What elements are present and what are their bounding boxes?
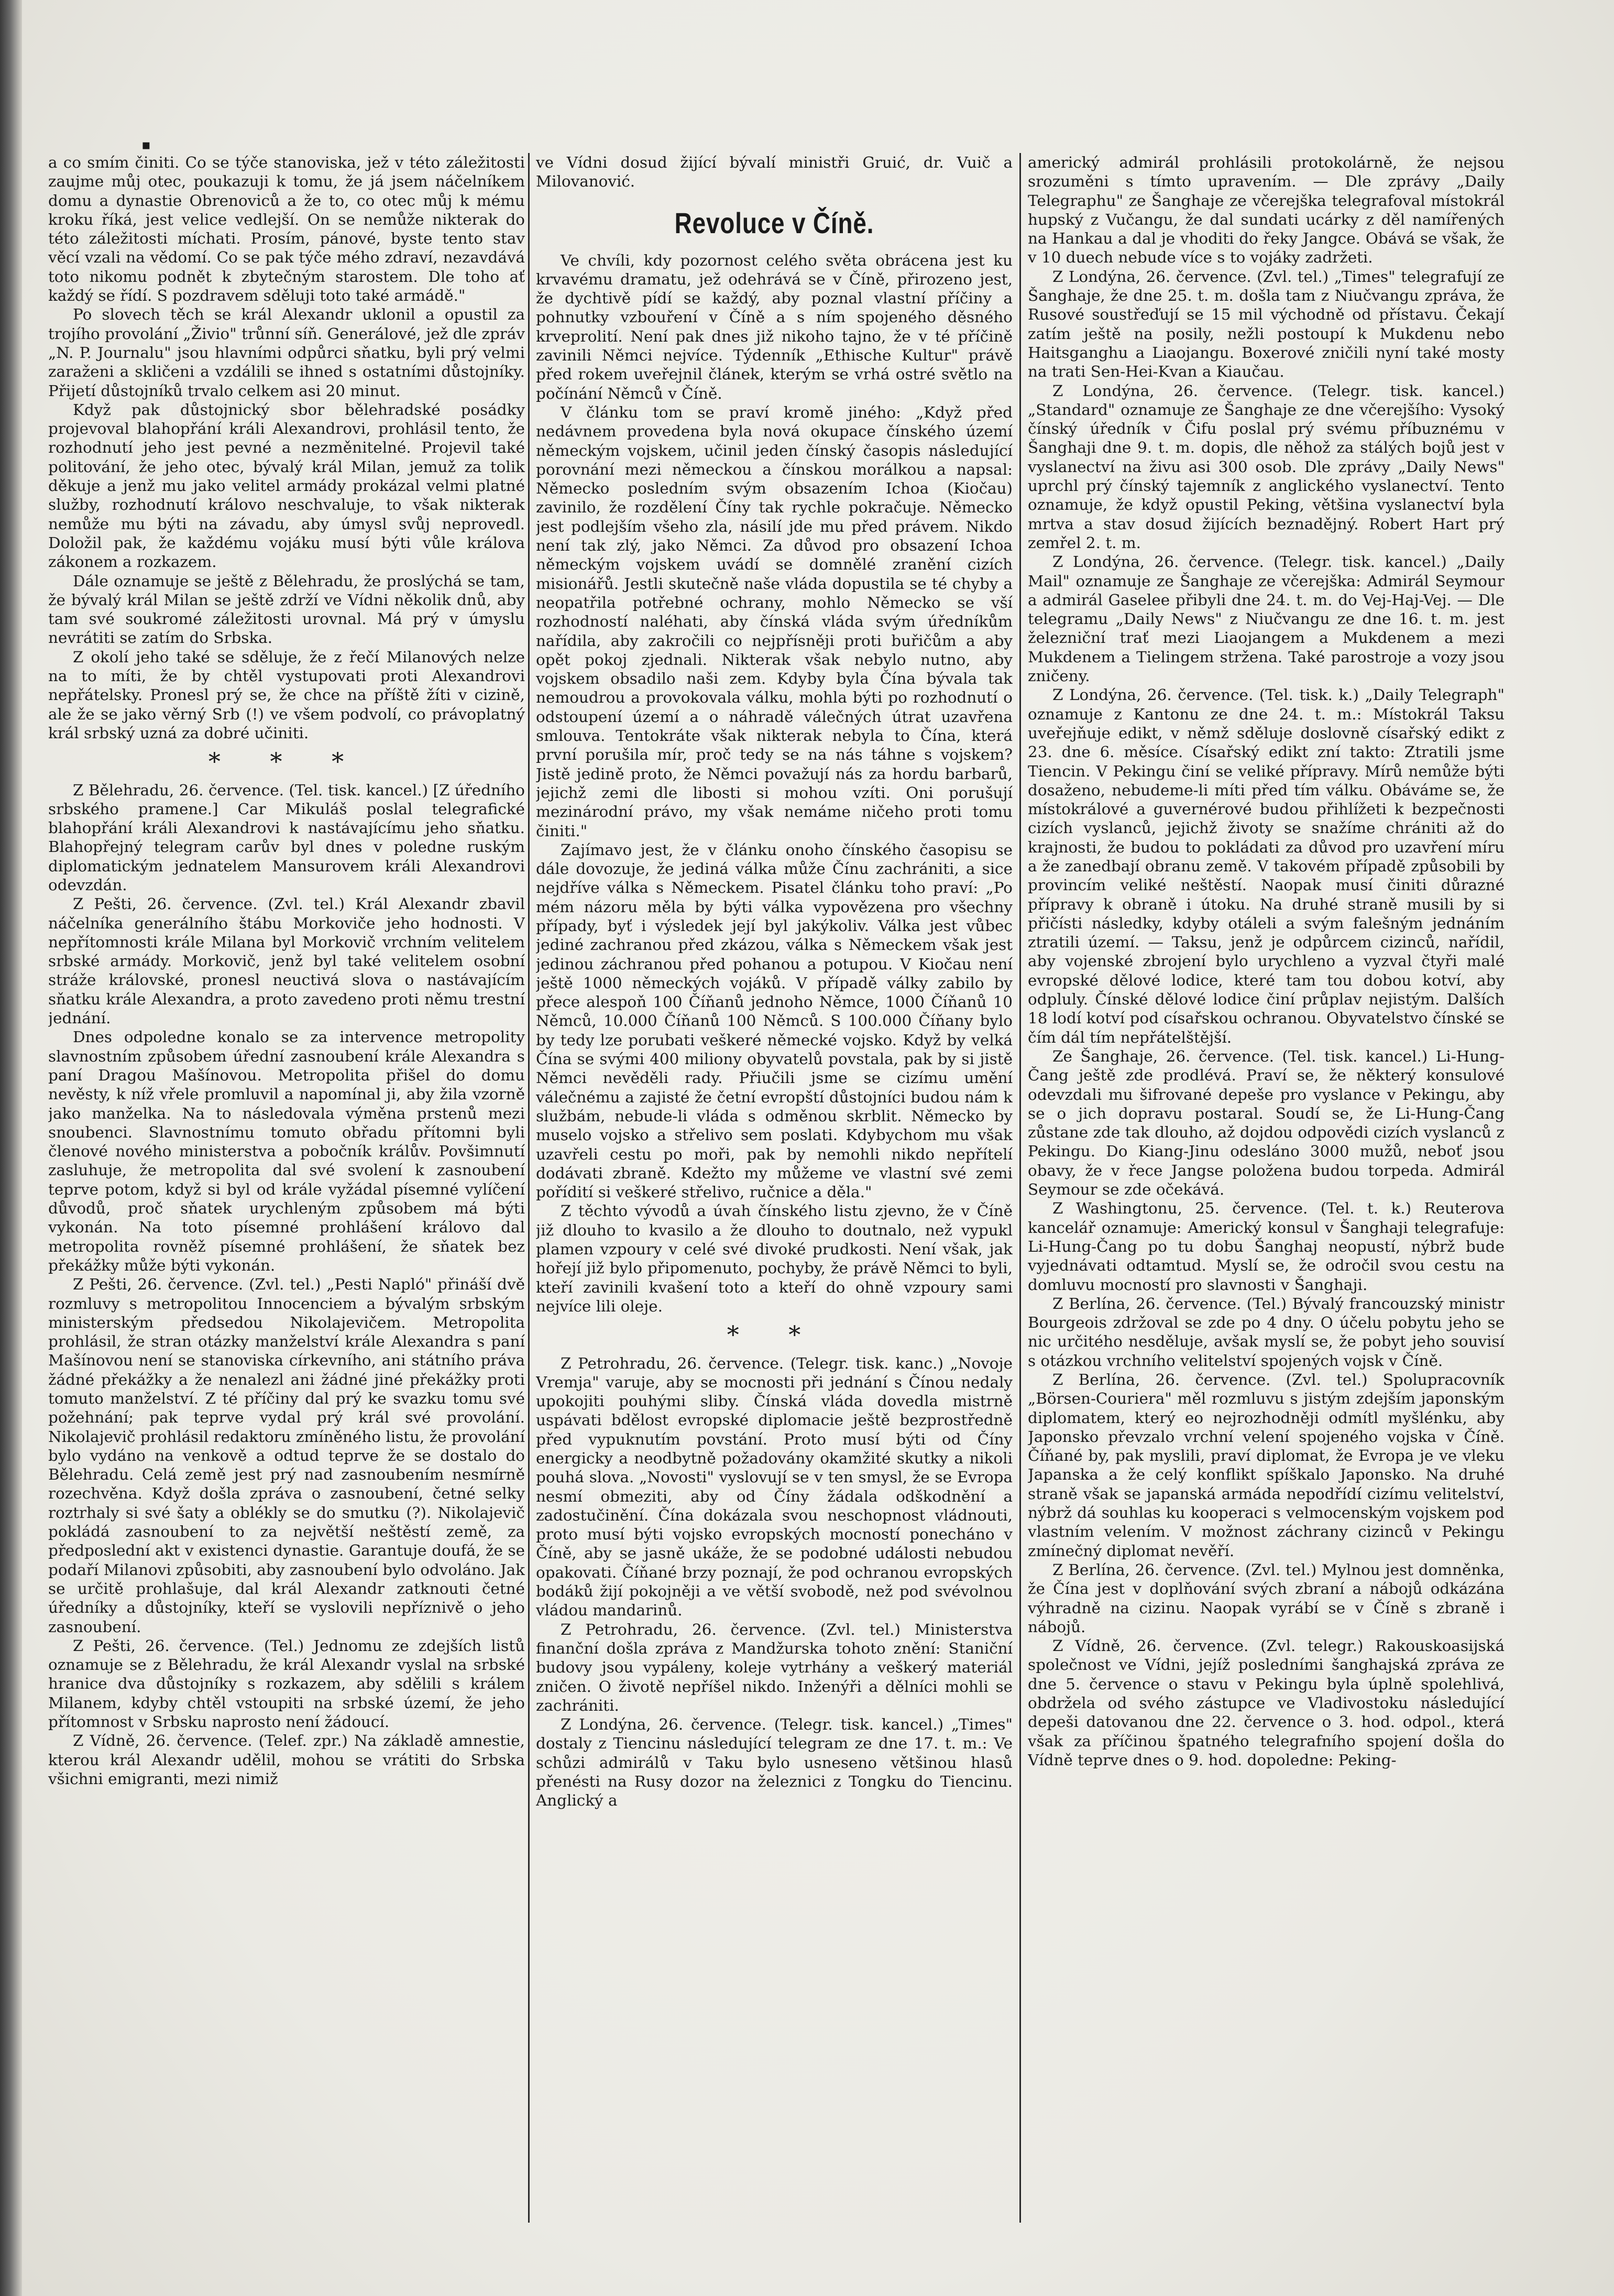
- news-item: Z Londýna, 26. července. (Telegr. tisk. kancel.) „Times" dostaly z Tiencinu následující telegram ze dne 17. t. m.: Ve schůzi admirálů v Taku bylo usneseno většinou hlasů přenésti na Rusy dozor na železnici z Tongku do Tiencinu. Anglický a: [536, 1715, 1013, 1810]
- news-item: Z Londýna, 26. července. (Tel. tisk. k.) „Daily Telegraph" oznamuje z Kantonu ze dne 24. t. m.: Místokrál Taksu uveřejňuje edikt, v němž sděluje doslovně císařský edikt z 23. dne 6. měsíce. Císařský edikt zní takto: Ztratili jsme Tiencin. V Pekingu činí se veliké přípravy. Mírů nemůže býti dosaženo, nebudeme-li míti před tím válku. Obáváme se, že místokrálové a guvernérové budou přihlížeti k bezpečnosti cizích vyslanců, jejichž životy se snažíme chrániti až do krajnosti, že budou to pokládati za důvod pro uzavření míru a že zanedbají obranu země. V takovém případě způsobili by provincím veliké neštěstí. Naopak musí činiti důrazné přípravy k obraně i útoku. Na druhé straně musili by si přičísti následky, kdyby otáleli a svým falešným jednáním ztratili území. — Taksu, jenž je odpůrcem cizinců, nařídil, aby vojenské zbrojení bylo urychleno a vyzval čtyři malé evropské dělové lodice, které tam tou dobou kotví, aby odpluly. Čínské dělové lodice činí průplav nejistým. Dalších 18 lodí kotví pod císařskou ochranou. Obyvatelstvo čínské se čím dál tím nepřátelštější.: [1028, 686, 1505, 1046]
- article-headline: Revoluce v Číně.: [674, 206, 874, 239]
- column-left: [48, 153, 525, 2244]
- news-item: Z Petrohradu, 26. července. (Zvl. tel.) Ministerstva finanční došla zpráva z Mandžurska tohoto znění: Staniční budovy jsou vypáleny, koleje vytrhány a veškerý materiál zničen. O životě nepříšel nikdo. Inženýři a dělníci mohli se zachrániti.: [536, 1620, 1013, 1714]
- news-item: Z Londýna, 26. července. (Telegr. tisk. kancel.) „Standard" oznamuje ze Šanghaje ze dne včerejšího: Vysoký čínský úředník v Čifu poslal prý svému příbuznému v Šanghaji dne 9. t. m. dopis, dle něhož za stálých bojů jest v vyslanectví na živu asi 300 osob. Dle zprávy „Daily News" uprchl prý čínský tajemník z anglického vyslanectví. Tento oznamuje, že když opustil Peking, většina vyslanectví byla mrtva a stav dosud žijících beznadějný. Robert Hart prý zemřel 2. t. m.: [1028, 381, 1505, 552]
- section-stars: * *: [727, 1320, 822, 1349]
- news-item: Z Vídně, 26. července. (Telef. zpr.) Na základě amnestie, kterou král Alexandr udělil, mohou se vrátiti do Srbska všichni emigranti, mezi nimiž: [48, 1732, 525, 1788]
- news-item: Z Pešti, 26. července. (Zvl. tel.) Král Alexandr zbavil náčelníka generálního štábu Morkoviče jeho hodnosti. V nepřítomnosti krále Milana byl Morkovič vrchním velitelem srbské armády. Morkovič, jenž byl také velitelem osobní stráže královské, pronesl neuctivá slova o nastávajícím sňatku krále Alexandra, a proto zavedeno proti němu trestní jednání.: [48, 895, 525, 1027]
- paragraph: Zajímavo jest, že v článku onoho čínského časopisu se dále dovozuje, že jediná válka může Čínu zachrániti, a sice nejdříve válka s Německem. Pisatel článku toho praví: „Po mém názoru měla by býti válka vypovězena pro všechny případy, byť i výsledek její byl jakýkoliv. Válka jest vůbec jediné zachranou před zkázou, válka s Německem však jest jedinou záchranou před pohanou a potupou. V Kiočau není ještě 1000 německých vojáků. V případě války zabilo by přece alespoň 100 Číňanů jednoho Němce, 1000 Číňanů 10 Němců, 10.000 Číňanů 100 Němců. S 100.000 Číňany bylo by tedy lze porubati veškeré německé vojsko. Když by velká Čína se svými 400 miliony obyvatelů povstala, pak by si jistě Němci nevěděli rady. Přiučili jsme se cizímu umění válečnému a zajisté že četní evropští důstojníci budou nám k službám, nebude-li vláda s odměnou skrblit. Německo by muselo vojsko a střelivo sem poslati. Kdybychom mu však uzavřeli cestu po moři, pak by nemohli nikdo nepřítelí dodávati zbraně. Kdežto my můžeme ve vlastní své zemi pořídití si veškeré střelivo, ručnice a děla.": [536, 840, 1013, 1201]
- news-item: Z Washingtonu, 25. července. (Tel. t. k.) Reuterova kancelář oznamuje: Americký konsul v Šanghaji telegrafuje: Li-Hung-Čang po tu dobu Šanghaj neopustí, nýbrž bude vyjednávati odtamtud. Myslí se, že odročil svou cestu na domluvu mocností pro slavnosti v Šanghaji.: [1028, 1199, 1505, 1294]
- news-item: Z Londýna, 26. července. (Zvl. tel.) „Times" telegrafují ze Šanghaje, že dne 25. t. m. došla tam z Niučvangu zpráva, že Rusové soustřeďují se 15 mil východně od přístavu. Čekají zatím ještě na posily, nežli postoupí k Mukdenu nebo Haitsganghu a Liaojangu. Boxerové zničili nyní také mosty na trati Sen-Hei-Kvan a Kiaučau.: [1028, 267, 1505, 381]
- section-stars: * * *: [208, 747, 365, 776]
- paragraph: Dále oznamuje se ještě z Bělehradu, že proslýchá se tam, že bývalý král Milan se ještě zdrží ve Vídni několik dnů, aby tam své soukromé záležitosti urovnal. Má prý v úmyslu nevrátiti se zatím do Srbska.: [48, 572, 525, 647]
- paragraph: Z okolí jeho také se sděluje, že z řečí Milanových nelze na to míti, že by chtěl vystupovati proti Alexandrovi nepřátelsky. Pronesl prý se, že chce na příště žíti v cizině, ale že se jako věrný Srb (!) ve všem podvolí, co právoplatný král srbský uzná za dobré učiniti.: [48, 648, 525, 742]
- news-item: Ze Šanghaje, 26. července. (Tel. tisk. kancel.) Li-Hung-Čang ještě zde prodlévá. Praví se, že některý konsulové odevzdali mu šifrované depeše pro vyslance v Pekingu, aby se o jich dopravu postaral. Soudí se, že Li-Hung-Čang zůstane zde tak dlouho, až dojdou odpovědi cizích vyslanců z Pekingu. Do Kiang-Jinu odesláno 3000 mužů, neboť jsou obavy, že v řece Jangse položena budou torpeda. Admirál Seymour se zde očekává.: [1028, 1047, 1505, 1199]
- column-rule-2: [1019, 153, 1021, 2223]
- news-item: Z Londýna, 26. července. (Telegr. tisk. kancel.) „Daily Mail" oznamuje ze Šanghaje ze včerejška: Admirál Seymour a admirál Gaselee přibyli dne 24. t. m. do Vej-Haj-Vej. — Dle telegramu „Daily News" z Niučvangu ze dne 16. t. m. jest železniční trať mezi Liaojangem a Mukdenem a mezi Mukdenem a Tielingem stržena. Také parostroje a vozy jsou zničeny.: [1028, 553, 1505, 685]
- news-item: Z Berlína, 26. července. (Zvl. tel.) Mylnou jest domněnka, že Čína jest v doplňování svých zbraní a nábojů odkázána výhradně na cizinu. Naopak vyrábí se v Číně s zbraně i nábojů.: [1028, 1560, 1505, 1636]
- news-item: Z Bělehradu, 26. července. (Tel. tisk. kancel.) [Z úředního srbského pramene.] Car Mikuláš poslal telegrafické blahopřání králi Alexandrovi k nastávajícímu jeho sňatku. Blahopřejný telegram carův byl dnes v poledne ruským diplomatickým jednatelem Mansurovem králi Alexandrovi odevzdán.: [48, 781, 525, 894]
- news-item: Z Berlína, 26. července. (Tel.) Bývalý francouzský ministr Bourgeois zdržoval se zde po 4 dny. O účelu pobytu jeho se nic určitého nesděluje, avšak myslí se, že pobyt jeho souvisí s otázkou vrchního velitelství spojených vojsk v Číně.: [1028, 1294, 1505, 1370]
- news-item: Z Pešti, 26. července. (Tel.) Jednomu ze zdejších listů oznamuje se z Bělehradu, že král Alexandr vyslal na srbské hranice dva důstojníky s rozkazem, aby sdělili s králem Milanem, kdyby chtěl vstoupiti na srbské území, že jeho přítomnost v Srbsku naprosto není žádoucí.: [48, 1636, 525, 1731]
- news-item: Z Petrohradu, 26. července. (Telegr. tisk. kanc.) „Novoje Vremja" varuje, aby se mocnosti při jednání s Čínou nedaly upokojiti pouhými sliby. Čínská vláda dovedla mistrně uspávati bdělost evropské diplomacie ještě bezprostředně před vypuknutím povstání. Proto musí býti od Číny energicky a neodbytně požadovány okamžité skutky a nikoli pouhá slova. „Novosti" vyslovují se v ten smysl, že se Evropa nesmí obmeziti, aby od Číny žádala odškodnění a zadostučinění. Čína dokázala svou neschopnost vládnouti, proto musí býti vojsko evropských mocností ponecháno v Číně, aby se jasně ukáže, že se podobné události nebudou opakovati. Číňané brzy poznají, že pod ochranou evropských bodáků žijí pokojněji a ve větší svobodě, než pod svévolnou vládou mandarinů.: [536, 1354, 1013, 1620]
- paragraph: ve Vídni dosud žijící bývalí ministři Gruić, dr. Vuič a Milovanović.: [536, 154, 1013, 191]
- paragraph: V článku tom se praví kromě jiného: „Když před nedávnem provedena byla nová okupace čínského území německým vojskem, učinil jeden čínský časopis následující porovnání mezi německou a čínskou morálkou a napsal: Německo posledním svým obsazením Ichoa (Kiočau) zavinilo, že rozdělení Číny tak rychle pokračuje. Německo jest podlejším všeho zla, násilí jde mu před právem. Nikdo není tak zlý, jako Němci. Za důvod pro obsazení Ichoa německým vojskem uvádí se domnělé zranění cizích misionářů. Jestli skutečně naše vláda dopustila se té chyby a neopatřila potřebné ochrany, mohlo Německo se vší rozhodností naléhati, aby čínská vláda svým úředníkům nařídila, aby zakročili co nejpřísněji proti buřičům a aby opět pokoj zjednali. Nikterak však nebylo nutno, aby vojskem obsadilo naši zem. Kdyby byla Čína bývala tak nemoudrou a provokovala válku, mohla býti po rozhodnutí o odstoupení území a o náhradě válečných útrat uzavřena smlouva. Tentokráte však nikterak nebyla to Čína, která první porušila mír, proč tedy se na nás táhne s vojskem? Jistě jedině proto, že Němci považují nás za hordu barbarů, jejichž zemi dle libosti si mohou vzíti. Oni porušují mezinárodní právo, my však nemáme ničeho proti tomu činiti.": [536, 403, 1013, 840]
- column-rule-1: [528, 153, 530, 2223]
- paragraph: Když pak důstojnický sbor bělehradské posádky projevoval blahopřání králi Alexandrovi, prohlásil tento, že rozhodnutí jeho jest pevné a nezměnitelné. Projevil také politování, že jeho otec, bývalý král Milan, jemuž za tolik děkuje a jenž mu jako velitel armády prokázal velmi platné služby, rozhodnutí královo neschvaluje, to však nikterak nemůže mu býti na závadu, aby úmysl svůj neprovedl. Doložil pak, že každému vojáku musí býti vůle králova zákonem a rozkazem.: [48, 400, 525, 571]
- paragraph: Dnes odpoledne konalo se za intervence metropolity slavnostním způsobem úřední zasnoubení krále Alexandra s paní Dragou Mašínovou. Metropolita přišel do domu nevěsty, k níž vřele promluvil a napomínal ji, aby žila vzorně jako manželka. Na to následovala výměna prstenů mezi snoubenci. Slavnostnímu tomuto obřadu přítomni byli členové nového ministerstva a pobočník králův. Povšimnutí zasluhuje, že metropolita dal své svolení k zasnoubení teprve potom, když si byl od krále vyžádal písemné vylíčení důvodů, proč sňatek urychleným způsobem má býti vykonán. Na toto písemné prohlášení královo dal metropolita rovněž písemné prohlášení, že sňatek bez překážky může býti vykonán.: [48, 1028, 525, 1274]
- news-item: Z Vídně, 26. července. (Zvl. telegr.) Rakouskoasijská společnost ve Vídni, jejíž posledními šanghajská zpráva ze dne 5. července o stavu v Pekingu byla úplně spolehlivá, obdržela od svého zástupce ve Vladivostoku následující depeši datovanou dne 22. července o 3. hod. odpol., která však za příčinou špatného telegrafního spojení došla do Vídně teprve dnes o 9. hod. dopoledne: Peking-: [1028, 1637, 1505, 1769]
- paragraph: Ve chvíli, kdy pozornost celého světa obrácena jest ku krvavému dramatu, jež odehrává se v Číně, přirozeno jest, že dychtivě pídí se každý, aby poznal vlastní příčiny a pohnutky vzbouření v Číně a s ním spojeného děsného krveprolití. Není pak dnes již nikoho tajno, že v té příčině zavinili Němci nejvíce. Týdenník „Ethische Kultur" právě před rokem uveřejnil článek, kterým se vrhá ostré světlo na počínání Němců v Číně.: [536, 251, 1013, 402]
- news-item: Z Berlína, 26. července. (Zvl. tel.) Spolupracovník „Börsen-Couriera" měl rozmluvu s jistým zdejším japonským diplomatem, který eo nejrozhodněji odmítl myšlénku, aby Japonsko převzalo vrchní velení spojeného vojska v Číně. Číňané by, pak myslili, praví diplomat, že Evropa je ve vleku Japanska a že celý konflikt spíškalo Japonsko. Na druhé straně však se japanská armáda nepodřídí cizímu velitelství, nýbrž dá souhlas ku kooperaci s velmocenským vojskem pod vlastním velením. V možnost záchrany cizinců v Pekingu zmínečný diplomat nevěří.: [1028, 1371, 1505, 1560]
- news-item: Z Pešti, 26. července. (Zvl. tel.) „Pesti Napló" přináší dvě rozmluvy s metropolitou Innocenciem a bývalým srbským ministerským předsedou Nikolajevičem. Metropolita prohlásil, že stran otázky manželství krále Alexandra s paní Mašínovou není se stanoviska církevního, ani státního práva žádné překážky a že nenalezl ani žádné jiné překážky proti tomuto manželství. Z té příčiny dal prý ke svazku tomu své požehnání; pak teprve vydal prý král své provolání. Nikolajevič prohlásil redaktoru zmíněného listu, že provolání bylo vydáno na venkově a odtud teprve že se dostalo do Bělehradu. Celá země jest prý nad zasnoubením nesmírně rozechvěna. Když došla zpráva o zasnoubení, četné selky roztrhaly si své šaty a oblékly se do smutku (?). Nikolajevič pokládá zasnoubení to za největší neštěstí země, za předposlední akt v existenci dynastie. Garantuje doufá, že se podaří Milanovi způsobiti, aby zasnoubení bylo odvoláno. Jak se určitě prohlašuje, dal král Alexandr zatknouti četné úředníky a důstojníky, kteří se vyslovili nepříznivě o jeho zasnoubení.: [48, 1275, 525, 1636]
- column-middle: [536, 153, 1013, 2244]
- paragraph: americký admirál prohlásili protokolárně, že nejsou srozuměni s tímto upravením. — Dle zprávy „Daily Telegraphu" ze Šanghaje ze včerejška telegrafoval místokrál hupský z Vučangu, že dal sundati ucárky z děl namířených na Hankau a dal je vhoditi do řeky Jangce. Obává se však, že v 10 duech nebude více s to vojáky zadržeti.: [1028, 154, 1505, 267]
- paragraph: Z těchto vývodů a úvah čínského listu zjevno, že v Číně již dlouho to kvasilo a že dlouho to doutnalo, než vypukl plamen vzpoury v celé své divoké prudkosti. Není však, jak hořejí již bylo připomenuto, pochyby, že právě Němci to byli, kteří zavinili kvašení toto a kteří do ohně vzpoury sami nejvíce lili oleje.: [536, 1202, 1013, 1315]
- column-mark: ▪: [141, 137, 151, 153]
- paragraph: Po slovech těch se král Alexandr uklonil a opustil za trojího provolání „Živio" trůnní síň. Generálové, jež dle zpráv „N. P. Journalu" jsou hlavními odpůrci sňatku, byli prý velmi zaraženi a skličeni a vzdálili se ihned s ostatními důstojníky. Přijetí důstojníků trvalo celkem asi 20 minut.: [48, 305, 525, 400]
- paragraph: a co smím činiti. Co se týče stanoviska, jež v této záležitosti zaujme můj otec, poukazuji k tomu, že já jsem náčelníkem domu a dynastie Obrenoviců a že to, co otec můj k mému kroku říká, jest velice vedlejší. On se nemůže nikterak do této záležitosti míchati. Prosím, pánové, byste tento stav věcí vzali na vědomí. Co se pak týče mého zdraví, nezavdává toto nikomu podnět k zbytečným starostem. Dle toho ať každý se řídí. S pozdravem sděluji toto také armádě.": [48, 154, 525, 305]
- column-right: [1028, 153, 1505, 2244]
- scan-edge-shadow: [0, 0, 22, 2296]
